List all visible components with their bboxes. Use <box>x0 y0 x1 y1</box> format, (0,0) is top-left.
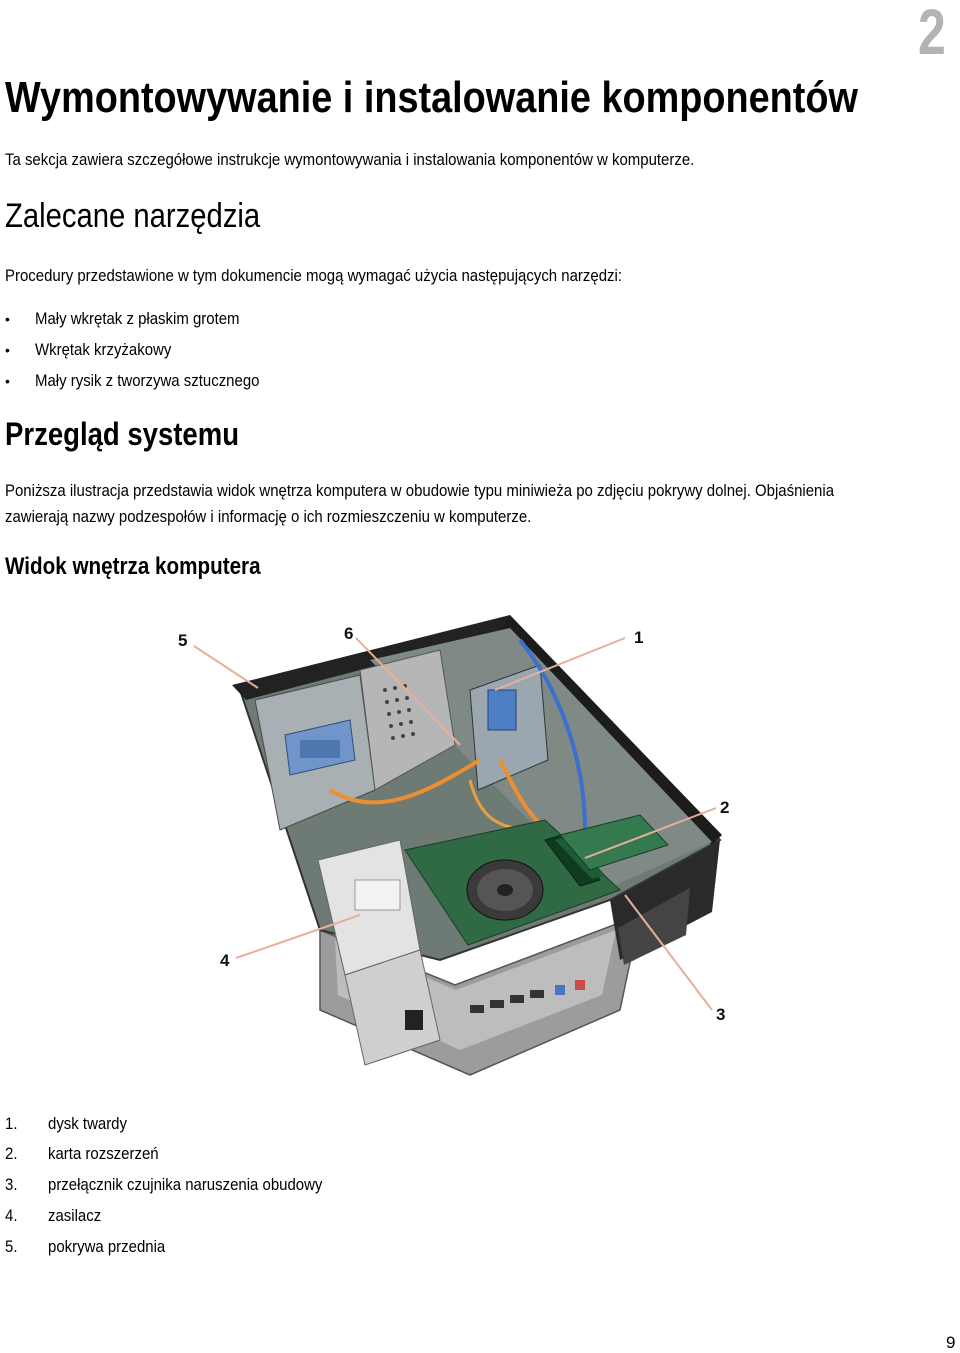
callout-6: 6 <box>344 624 354 643</box>
overview-text-line1: Poniższa ilustracja przedstawia widok wnętrza komputera w obudowie typu miniwieża po zdjęciu pokrywy dolnej. Objaśnienia <box>5 481 835 500</box>
legend-item: przełącznik czujnika naruszenia obudowy <box>48 1175 323 1194</box>
legend-number: 4. <box>5 1206 18 1225</box>
legend-number: 3. <box>5 1175 18 1194</box>
computer-interior-illustration <box>0 600 960 1090</box>
chapter-number: 2 <box>918 0 945 68</box>
legend-item: zasilacz <box>48 1206 102 1225</box>
intro-text: Ta sekcja zawiera szczegółowe instrukcje wymontowywania i instalowania komponentów w komputerze. <box>5 150 695 169</box>
tool-item: Mały wkrętak z płaskim grotem <box>35 309 240 328</box>
tools-intro: Procedury przedstawione w tym dokumencie mogą wymagać użycia następujących narzędzi: <box>5 266 622 285</box>
legend-item: dysk twardy <box>48 1114 127 1133</box>
callout-1: 1 <box>634 628 644 647</box>
legend-item: karta rozszerzeń <box>48 1144 159 1163</box>
callout-2: 2 <box>720 798 730 817</box>
legend-number: 5. <box>5 1237 18 1256</box>
tools-heading: Zalecane narzędzia <box>5 197 261 235</box>
callout-5: 5 <box>178 631 188 650</box>
overview-heading: Przegląd systemu <box>5 416 240 452</box>
tool-item: Wkrętak krzyżakowy <box>35 340 172 359</box>
legend-number: 1. <box>5 1114 18 1133</box>
tool-item: Mały rysik z tworzywa sztucznego <box>35 371 260 390</box>
bullet-icon: • <box>5 342 10 358</box>
callout-3: 3 <box>716 1005 726 1024</box>
bullet-icon: • <box>5 373 10 389</box>
legend-number: 2. <box>5 1144 18 1163</box>
page-number: 9 <box>946 1333 956 1352</box>
page-title: Wymontowywanie i instalowanie komponentów <box>5 73 858 122</box>
overview-text-line2: zawierają nazwy podzespołów i informację o ich rozmieszczeniu w komputerze. <box>5 507 532 526</box>
legend-item: pokrywa przednia <box>48 1237 166 1256</box>
bullet-icon: • <box>5 311 10 327</box>
callout-4: 4 <box>220 951 230 970</box>
figure-heading: Widok wnętrza komputera <box>5 553 261 580</box>
